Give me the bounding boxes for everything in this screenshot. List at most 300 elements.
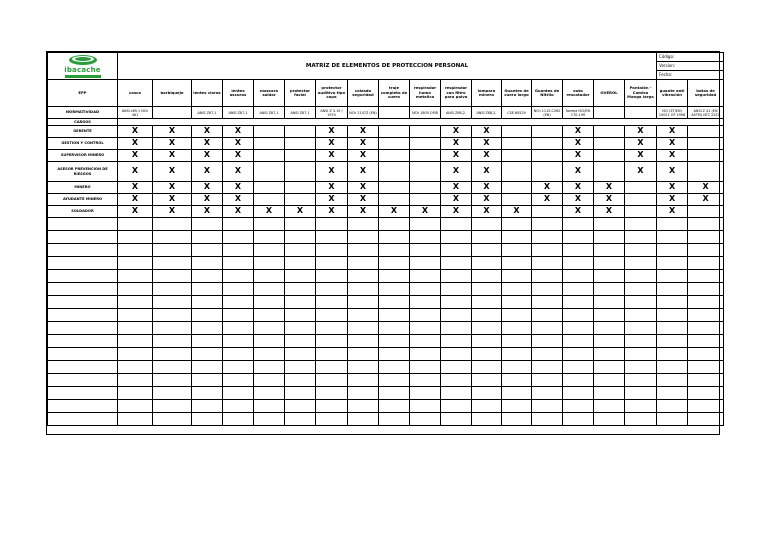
empty-cell [563, 296, 594, 309]
empty-cell [441, 283, 472, 296]
ppe-mark-cell: X [192, 162, 223, 182]
ppe-mark-cell: X [223, 162, 254, 182]
ppe-mark-cell: X [118, 138, 153, 150]
empty-cell [625, 244, 657, 257]
empty-cell [379, 231, 410, 244]
empty-table-row [48, 374, 724, 387]
ppe-mark-cell: X [563, 206, 594, 218]
ppe-mark-cell: X [118, 150, 153, 162]
ppe-mark-cell [379, 150, 410, 162]
empty-cell [594, 387, 625, 400]
empty-cell [254, 231, 285, 244]
empty-cell [502, 296, 532, 309]
ppe-mark-cell: X [441, 150, 472, 162]
ppe-mark-cell: X [153, 150, 192, 162]
ppe-mark-cell [410, 150, 441, 162]
empty-cell [379, 361, 410, 374]
ppe-mark-cell: X [657, 182, 688, 194]
empty-cell [657, 387, 688, 400]
empty-cell [118, 218, 153, 231]
empty-cell [223, 309, 254, 322]
empty-cell [594, 335, 625, 348]
empty-cell [441, 270, 472, 283]
empty-cell [657, 348, 688, 361]
ppe-mark-cell: X [316, 138, 348, 150]
empty-cell [192, 387, 223, 400]
empty-cell [657, 413, 688, 426]
empty-cell [153, 361, 192, 374]
empty-cell [48, 361, 118, 374]
ppe-mark-cell [379, 162, 410, 182]
ppe-mark-cell: X [563, 138, 594, 150]
empty-cell [472, 322, 502, 335]
empty-cell [285, 361, 316, 374]
empty-table-row [48, 231, 724, 244]
ppe-mark-cell [532, 126, 563, 138]
ppe-mark-cell: X [316, 126, 348, 138]
empty-cell [594, 374, 625, 387]
empty-cell [118, 257, 153, 270]
empty-cell [441, 244, 472, 257]
ppe-mark-cell [379, 138, 410, 150]
empty-cell [254, 270, 285, 283]
empty-cell [48, 244, 118, 257]
empty-cell [688, 400, 724, 413]
empty-cell [192, 257, 223, 270]
empty-cell [563, 244, 594, 257]
ppe-mark-cell [285, 182, 316, 194]
empty-cell [379, 413, 410, 426]
empty-cell [285, 283, 316, 296]
ppe-matrix-sheet [46, 51, 720, 435]
empty-cell [118, 348, 153, 361]
ppe-mark-cell: X [316, 194, 348, 206]
ppe-mark-cell: X [223, 126, 254, 138]
empty-cell [625, 257, 657, 270]
ppe-mark-cell: X [118, 194, 153, 206]
empty-cell [223, 244, 254, 257]
empty-cell [153, 374, 192, 387]
empty-cell [594, 348, 625, 361]
empty-cell [472, 374, 502, 387]
empty-cell [48, 335, 118, 348]
ppe-mark-cell: X [657, 194, 688, 206]
empty-cell [441, 218, 472, 231]
ppe-mark-cell [625, 206, 657, 218]
empty-cell [563, 309, 594, 322]
ppe-mark-cell [379, 182, 410, 194]
empty-cell [532, 218, 563, 231]
empty-cell [223, 296, 254, 309]
normatividad-label: NORMATIVIDAD [48, 107, 118, 119]
codigo-field: Código: [657, 53, 724, 62]
empty-cell [410, 270, 441, 283]
ppe-mark-cell [502, 162, 532, 182]
ppe-mark-cell: X [348, 162, 379, 182]
empty-cell [594, 231, 625, 244]
empty-cell [563, 413, 594, 426]
ppe-mark-cell: X [192, 182, 223, 194]
ppe-mark-cell [502, 126, 532, 138]
empty-cell [502, 322, 532, 335]
normatividad-c8: NCh 2147Z (EN) [348, 107, 379, 119]
empty-cell [502, 283, 532, 296]
empty-cell [594, 361, 625, 374]
ppe-mark-cell: X [502, 206, 532, 218]
empty-cell [153, 309, 192, 322]
empty-cell [192, 296, 223, 309]
empty-cell [192, 400, 223, 413]
empty-cell [192, 218, 223, 231]
ppe-mark-cell [254, 126, 285, 138]
empty-cell [192, 244, 223, 257]
ppe-mark-cell [254, 138, 285, 150]
empty-cell [410, 361, 441, 374]
cargos-spacer [118, 119, 724, 126]
ppe-mark-cell: X [625, 150, 657, 162]
empty-cell [223, 413, 254, 426]
empty-cell [348, 244, 379, 257]
empty-cell [563, 400, 594, 413]
empty-cell [316, 387, 348, 400]
empty-cell [532, 257, 563, 270]
ppe-mark-cell [254, 150, 285, 162]
empty-cell [625, 218, 657, 231]
column-header-c19: botas de seguridad [688, 80, 724, 107]
empty-cell [625, 413, 657, 426]
ppe-mark-cell: X [153, 206, 192, 218]
empty-cell [532, 270, 563, 283]
ppe-mark-cell: X [657, 206, 688, 218]
empty-cell [657, 400, 688, 413]
empty-cell [118, 270, 153, 283]
cargo-label: MINERO [48, 182, 118, 194]
empty-cell [254, 283, 285, 296]
ppe-mark-cell: X [153, 138, 192, 150]
empty-cell [48, 387, 118, 400]
normatividad-c17 [625, 107, 657, 119]
ppe-mark-cell: X [223, 138, 254, 150]
empty-cell [192, 348, 223, 361]
empty-cell [316, 361, 348, 374]
empty-cell [153, 387, 192, 400]
empty-table-row [48, 348, 724, 361]
ppe-mark-cell [688, 150, 724, 162]
empty-cell [285, 413, 316, 426]
normatividad-c19: ANSI Z 41 (EN ASTM) NTC 2257 [688, 107, 724, 119]
empty-cell [254, 296, 285, 309]
empty-cell [688, 335, 724, 348]
cargo-label: SUPERVISOR MINERO [48, 150, 118, 162]
empty-cell [118, 374, 153, 387]
empty-cell [192, 335, 223, 348]
empty-cell [532, 309, 563, 322]
empty-cell [472, 400, 502, 413]
empty-cell [441, 413, 472, 426]
table-row [48, 194, 724, 206]
ppe-mark-cell: X [316, 182, 348, 194]
empty-cell [48, 270, 118, 283]
empty-cell [118, 231, 153, 244]
column-header-c18: guante anti vibración [657, 80, 688, 107]
empty-cell [472, 231, 502, 244]
empty-cell [379, 374, 410, 387]
empty-cell [153, 296, 192, 309]
empty-cell [48, 322, 118, 335]
empty-cell [348, 361, 379, 374]
company-logo-icon [68, 54, 98, 66]
empty-table-row [48, 413, 724, 426]
empty-cell [532, 283, 563, 296]
empty-cell [48, 348, 118, 361]
empty-cell [688, 374, 724, 387]
empty-table-row [48, 257, 724, 270]
ppe-mark-cell: X [223, 182, 254, 194]
empty-cell [48, 257, 118, 270]
ppe-mark-cell: X [348, 206, 379, 218]
empty-cell [532, 374, 563, 387]
empty-cell [153, 257, 192, 270]
empty-cell [153, 218, 192, 231]
normatividad-c7: ANSI Z 3.19 / 1974 [316, 107, 348, 119]
empty-cell [348, 413, 379, 426]
empty-cell [348, 374, 379, 387]
empty-cell [472, 296, 502, 309]
empty-cell [316, 413, 348, 426]
empty-cell [563, 361, 594, 374]
empty-cell [594, 322, 625, 335]
empty-cell [563, 283, 594, 296]
ppe-mark-cell: X [532, 182, 563, 194]
ppe-mark-cell: X [316, 206, 348, 218]
empty-cell [472, 361, 502, 374]
empty-cell [48, 283, 118, 296]
normatividad-c9 [379, 107, 410, 119]
empty-cell [532, 244, 563, 257]
empty-cell [223, 257, 254, 270]
empty-cell [316, 296, 348, 309]
table-row [48, 138, 724, 150]
empty-cell [657, 231, 688, 244]
empty-cell [118, 387, 153, 400]
empty-cell [657, 270, 688, 283]
ppe-mark-cell [410, 126, 441, 138]
ppe-mark-cell: X [688, 194, 724, 206]
empty-cell [285, 257, 316, 270]
ppe-mark-cell: X [594, 182, 625, 194]
column-header-c11: respirador con filtro para polvo [441, 80, 472, 107]
empty-cell [254, 257, 285, 270]
empty-cell [472, 348, 502, 361]
empty-cell [285, 387, 316, 400]
ppe-mark-cell [532, 162, 563, 182]
empty-cell [688, 283, 724, 296]
empty-cell [316, 244, 348, 257]
empty-cell [379, 270, 410, 283]
normatividad-c1: ANSI z89.1 NCh 461 [118, 107, 153, 119]
ppe-mark-cell: X [410, 206, 441, 218]
empty-cell [316, 335, 348, 348]
ppe-mark-cell [594, 138, 625, 150]
empty-cell [410, 218, 441, 231]
ppe-mark-cell: X [657, 138, 688, 150]
empty-cell [285, 335, 316, 348]
ppe-mark-cell [379, 194, 410, 206]
ppe-mark-cell: X [348, 182, 379, 194]
empty-cell [223, 348, 254, 361]
empty-cell [657, 257, 688, 270]
empty-cell [348, 218, 379, 231]
empty-cell [625, 283, 657, 296]
empty-cell [441, 257, 472, 270]
empty-cell [192, 361, 223, 374]
ppe-mark-cell: X [657, 162, 688, 182]
ppe-mark-cell: X [472, 162, 502, 182]
empty-cell [688, 257, 724, 270]
empty-cell [285, 400, 316, 413]
empty-cell [657, 283, 688, 296]
cargos-label: CARGOS [48, 119, 118, 126]
empty-cell [472, 244, 502, 257]
empty-cell [441, 374, 472, 387]
empty-cell [502, 309, 532, 322]
empty-cell [316, 348, 348, 361]
ppe-mark-cell [410, 182, 441, 194]
normatividad-c16 [594, 107, 625, 119]
empty-cell [657, 309, 688, 322]
normatividad-c6: ANSI Z87,1 [285, 107, 316, 119]
company-logo [48, 53, 118, 80]
empty-cell [254, 309, 285, 322]
empty-cell [688, 361, 724, 374]
ppe-mark-cell [285, 150, 316, 162]
empty-cell [688, 231, 724, 244]
empty-cell [657, 296, 688, 309]
empty-cell [594, 296, 625, 309]
empty-cell [625, 387, 657, 400]
empty-cell [625, 374, 657, 387]
empty-cell [348, 257, 379, 270]
empty-cell [192, 309, 223, 322]
empty-cell [285, 270, 316, 283]
empty-cell [472, 413, 502, 426]
empty-cell [563, 348, 594, 361]
ppe-mark-cell [285, 138, 316, 150]
ppe-mark-cell [502, 150, 532, 162]
ppe-mark-cell: X [192, 126, 223, 138]
empty-cell [441, 400, 472, 413]
ppe-mark-cell [379, 126, 410, 138]
ppe-mark-cell [688, 206, 724, 218]
ppe-mark-cell: X [348, 194, 379, 206]
normatividad-c3: ANSI Z87,1 [192, 107, 223, 119]
empty-cell [502, 244, 532, 257]
ppe-mark-cell [532, 138, 563, 150]
empty-cell [594, 400, 625, 413]
empty-cell [532, 413, 563, 426]
empty-cell [223, 335, 254, 348]
column-header-c15: auto rescatador [563, 80, 594, 107]
empty-cell [441, 296, 472, 309]
column-header-c13: Guantes de cuero largo [502, 80, 532, 107]
empty-cell [410, 296, 441, 309]
empty-cell [118, 244, 153, 257]
empty-cell [472, 218, 502, 231]
ppe-mark-cell [688, 138, 724, 150]
empty-table-row [48, 270, 724, 283]
table-row [48, 162, 724, 182]
normatividad-c4: ANSI Z87,1 [223, 107, 254, 119]
empty-cell [379, 283, 410, 296]
ppe-mark-cell [285, 194, 316, 206]
empty-cell [316, 218, 348, 231]
empty-cell [379, 296, 410, 309]
cargo-label: GESTION Y CONTROL [48, 138, 118, 150]
empty-cell [223, 283, 254, 296]
empty-cell [285, 231, 316, 244]
ppe-mark-cell: X [223, 206, 254, 218]
ppe-mark-cell: X [348, 126, 379, 138]
empty-cell [688, 309, 724, 322]
empty-cell [502, 374, 532, 387]
empty-cell [285, 218, 316, 231]
ppe-mark-cell: X [472, 126, 502, 138]
empty-cell [502, 270, 532, 283]
empty-cell [285, 244, 316, 257]
empty-cell [379, 322, 410, 335]
ppe-mark-cell [502, 138, 532, 150]
empty-cell [153, 283, 192, 296]
empty-cell [348, 283, 379, 296]
normatividad-c2 [153, 107, 192, 119]
empty-cell [441, 387, 472, 400]
empty-cell [153, 322, 192, 335]
empty-cell [472, 309, 502, 322]
ppe-mark-cell: X [118, 162, 153, 182]
empty-cell [688, 296, 724, 309]
empty-cell [502, 413, 532, 426]
ppe-mark-cell [625, 194, 657, 206]
empty-cell [472, 257, 502, 270]
ppe-mark-cell: X [316, 150, 348, 162]
empty-cell [688, 270, 724, 283]
ppe-mark-cell [410, 162, 441, 182]
empty-cell [254, 322, 285, 335]
ppe-mark-cell: X [316, 162, 348, 182]
empty-table-row [48, 283, 724, 296]
empty-cell [48, 218, 118, 231]
ppe-mark-cell [625, 182, 657, 194]
empty-cell [254, 413, 285, 426]
ppe-mark-cell [532, 206, 563, 218]
normatividad-c18: ISO (ET/EN) 10021 OF 1996 [657, 107, 688, 119]
empty-cell [410, 335, 441, 348]
column-header-c16: OVEROL [594, 80, 625, 107]
empty-cell [532, 296, 563, 309]
column-header-c17: Pantalón - Camisa Manga larga [625, 80, 657, 107]
ppe-mark-cell [285, 162, 316, 182]
empty-cell [153, 244, 192, 257]
empty-table-row [48, 361, 724, 374]
version-field: Version: [657, 62, 724, 71]
empty-cell [48, 309, 118, 322]
normatividad-c14: NCh 1115-C262 (EN) [532, 107, 563, 119]
empty-cell [192, 231, 223, 244]
column-header-c2: barbiquejo [153, 80, 192, 107]
empty-cell [657, 335, 688, 348]
column-header-c12: lampara minera [472, 80, 502, 107]
empty-cell [625, 361, 657, 374]
